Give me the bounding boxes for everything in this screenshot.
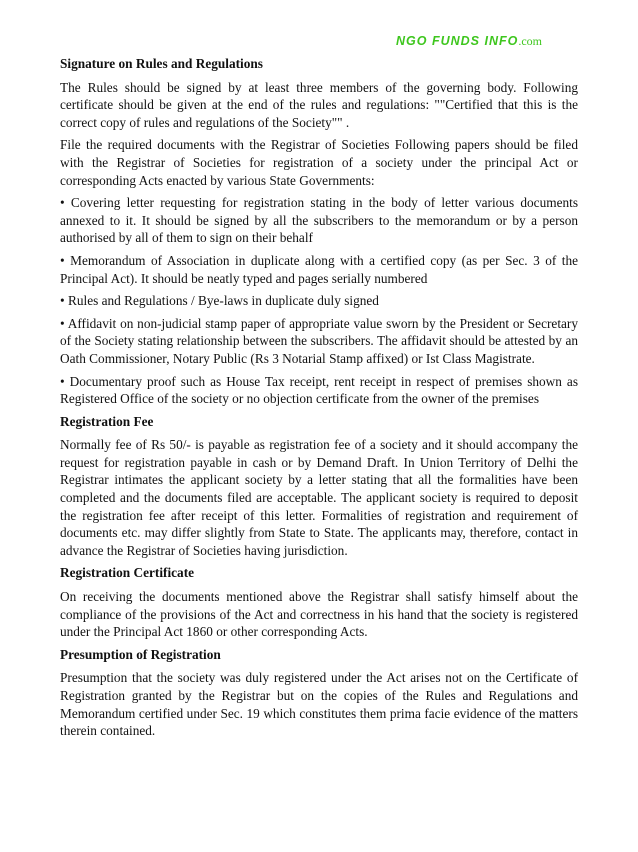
brand-tld: .com: [518, 34, 543, 48]
paragraph-signature: The Rules should be signed by at least three members of the governing body. Following certificate should be given at the end of the rules and regulations: ""Certified that this is the correct copy of rules and regulations of the Society"" .: [60, 79, 578, 130]
section-heading-registration-fee: Registration Fee: [60, 413, 154, 429]
paragraph-file-documents: File the required documents with the Registrar of Societies Following papers should be filed with the Registrar of Societies for registration of a society under the principal Act or corresponding Acts enacted by various State Governments:: [60, 137, 578, 188]
bullet-documentary-proof: • Documentary proof such as House Tax receipt, rent receipt in respect of premises shown as Registered Office of the society or no objection certificate from the owner of the premises: [60, 373, 578, 407]
bullet-affidavit: • Affidavit on non-judicial stamp paper of appropriate value sworn by the President or Secretary of the Society stating relationship between the subscribers. The affidavit should be attested by an Oath Commissioner, Notary Public (Rs 3 Notarial Stamp affixed) or Ist Class Magistrate.: [60, 315, 578, 366]
bullet-rules-regulations: • Rules and Regulations / Bye-laws in duplicate duly signed: [60, 293, 379, 309]
bullet-covering-letter: • Covering letter requesting for registration stating in the body of letter various documents annexed to it. It should be signed by all the subscribers to the memorandum or by a person authorised by all of them to sign on their behalf: [60, 195, 578, 246]
paragraph-registration-fee: Normally fee of Rs 50/- is payable as registration fee of a society and it should accompany the request for registration payable in cash or by Demand Draft. In Union Territory of Delhi the Registrar intimates the applicant society by a letter stating that all the formalities have been completed and the documents filed are acceptable. The applicant society is required to deposit the registration fee after receipt of this letter. Formalities of registration and requirement of documents etc. may differ slightly from State to State. The applicants may, therefore, contact in advance the Registrar of Societies having jurisdiction.: [60, 437, 578, 558]
paragraph-registration-certificate: On receiving the documents mentioned above the Registrar shall satisfy himself about the compliance of the provisions of the Act and correctness in his hand that the society is registered under the Principal Act 1860 or other corresponding Acts.: [60, 589, 578, 640]
paragraph-presumption: Presumption that the society was duly registered under the Act arises not on the Certificate of Registration granted by the Registrar but on the copies of the Rules and Regulations and Memorandum certified under Sec. 19 which constitutes them prima facie evidence of the matters therein contained.: [60, 670, 578, 739]
document-body: [60, 55, 578, 745]
brand-header[interactable]: [396, 34, 542, 49]
brand-logo: NGO FUNDS INFO: [396, 34, 519, 48]
section-heading-presumption: Presumption of Registration: [60, 646, 221, 662]
bullet-memorandum: • Memorandum of Association in duplicate along with a certified copy (as per Sec. 3 of the Principal Act). It should be neatly typed and pages serially numbered: [60, 252, 578, 286]
section-heading-registration-certificate: Registration Certificate: [60, 565, 195, 581]
section-heading-signature: Signature on Rules and Regulations: [60, 56, 263, 71]
